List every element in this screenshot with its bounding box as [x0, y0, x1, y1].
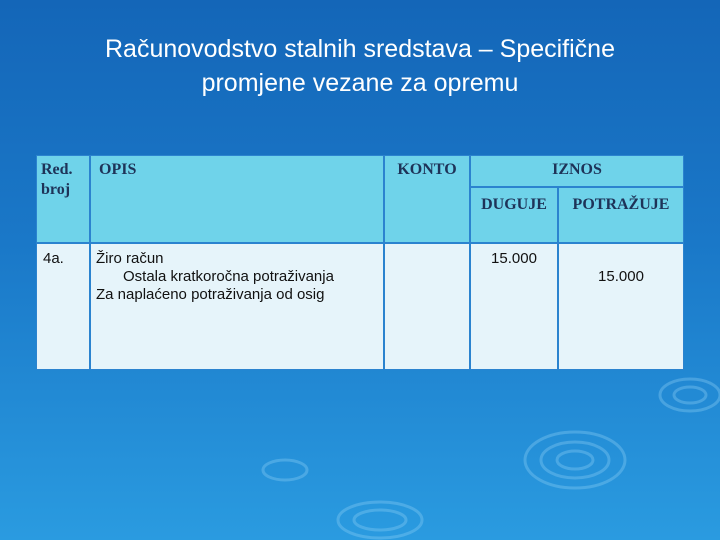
header-red-broj-line-1: Red. — [41, 161, 73, 178]
header-potrazuje-label: POTRAŽUJE — [572, 196, 670, 213]
header-iznos — [470, 155, 684, 187]
row-konto — [384, 243, 470, 370]
row-opis — [90, 243, 384, 370]
accounting-table — [36, 155, 684, 370]
row-red-broj-value: 4a. — [43, 250, 64, 267]
header-opis — [90, 155, 384, 243]
header-iznos-label: IZNOS — [552, 161, 602, 178]
slide-title — [20, 32, 700, 100]
header-duguje — [470, 187, 558, 243]
row-red-broj — [36, 243, 90, 370]
row-opis-line-2: Ostala kratkoročna potraživanja — [123, 268, 334, 285]
row-opis-line-3: Za naplaćeno potraživanja od osig — [96, 286, 325, 303]
header-konto — [384, 155, 470, 243]
header-konto-label: KONTO — [397, 161, 457, 178]
header-duguje-label: DUGUJE — [481, 196, 547, 213]
row-potrazuje-value: 15.000 — [598, 268, 644, 285]
slide-title-line-2: promjene vezane za opremu — [201, 69, 519, 97]
header-opis-label: OPIS — [99, 161, 137, 178]
row-opis-line-1: Žiro račun — [96, 250, 164, 267]
row-duguje — [470, 243, 558, 370]
header-potrazuje — [558, 187, 684, 243]
header-red-broj-line-2: broj — [41, 181, 71, 198]
header-red-broj — [36, 155, 90, 243]
row-duguje-value: 15.000 — [491, 250, 537, 267]
slide-title-line-1: Računovodstvo stalnih sredstava – Specifične — [104, 35, 615, 63]
row-potrazuje — [558, 243, 684, 370]
